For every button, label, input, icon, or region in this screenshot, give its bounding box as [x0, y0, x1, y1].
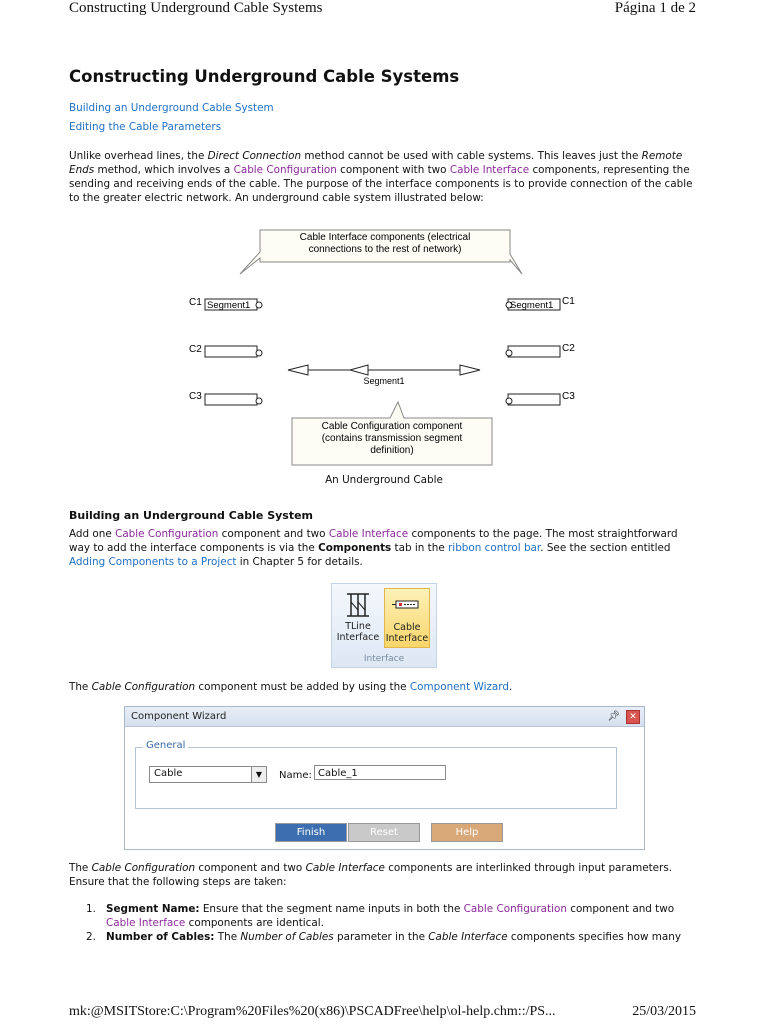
general-group-label: General — [143, 740, 188, 751]
left-segment-label: Segment1 — [207, 300, 251, 311]
ribbon-interface-group — [331, 583, 437, 668]
name-label: Name: — [279, 770, 312, 781]
diagram-caption: An Underground Cable — [325, 474, 443, 486]
callout-top-line2: connections to the rest of network) — [308, 244, 462, 255]
intro-paragraph: Unlike overhead lines, the Direct Connection method cannot be used with cable systems. This leaves just the Remote Ends method, which involves a Cable Configuration component with two Cable Interface components, representing the sending and receiving ends of the cable. The purpose of the interface components is to provide connection of the cable to the greater electric network. An underground cable system illustrated below: — [69, 150, 693, 204]
link-adding-components[interactable]: Adding Components to a Project — [69, 556, 237, 568]
list-item: 2. Number of Cables: The Number of Cables parameter in the Cable Interface components specifies how many — [86, 931, 682, 943]
component-wizard-window — [124, 706, 645, 850]
right-segment-label: Segment1 — [510, 300, 554, 311]
reset-button[interactable]: Reset — [348, 823, 420, 842]
callout-bottom-line1: Cable Configuration component — [321, 421, 463, 432]
link-cable-configuration-3[interactable]: Cable Configuration — [463, 903, 567, 915]
wizard-title: Component Wizard — [131, 711, 227, 722]
tline-label-1: TLine — [345, 621, 371, 632]
toc-link-editing[interactable]: Editing the Cable Parameters — [69, 121, 222, 133]
link-ribbon-control-bar[interactable]: ribbon control bar — [448, 542, 541, 554]
page-title: Constructing Underground Cable Systems — [69, 67, 460, 86]
toc — [69, 101, 274, 134]
pin-icon[interactable]: 📌︎ — [607, 711, 620, 722]
callout-bottom — [292, 402, 492, 465]
section-heading-building: Building an Underground Cable System — [69, 509, 314, 522]
tline-tower-icon — [343, 590, 373, 618]
left-label-c1: C1 — [189, 297, 202, 308]
page-footer-date: 25/03/2015 — [632, 1004, 696, 1019]
name-input[interactable]: Cable_1 — [314, 765, 446, 780]
page-header-pagenum: Página 1 de 2 — [614, 0, 696, 16]
left-label-c3: C3 — [189, 391, 202, 402]
page-footer-url: mk:@MSITStore:C:\Program%20Files%20(x86)\PSCADFree\help\ol-help.chm::/PS... — [69, 1004, 556, 1019]
left-cable-interface — [189, 297, 262, 405]
right-label-c3: C3 — [562, 391, 575, 402]
cable-interface-button[interactable] — [384, 588, 430, 648]
page-header-title: Constructing Underground Cable Systems — [69, 0, 323, 16]
steps-list — [86, 902, 686, 944]
link-cable-interface[interactable]: Cable Interface — [449, 164, 530, 176]
link-cable-configuration-2[interactable]: Cable Configuration — [115, 528, 219, 540]
link-component-wizard[interactable]: Component Wizard — [409, 681, 509, 693]
right-cable-interface — [506, 296, 575, 405]
link-cable-interface-2[interactable]: Cable Interface — [328, 528, 409, 540]
center-segment-label: Segment1 — [363, 376, 405, 386]
finish-button[interactable]: Finish — [275, 823, 347, 842]
cable-label-2: Interface — [385, 633, 429, 644]
cable-configuration-symbol — [288, 365, 480, 386]
close-icon[interactable]: ✕ — [626, 710, 640, 724]
wizard-intro: The Cable Configuration component must be added by using the Component Wizard. — [69, 681, 513, 693]
callout-top — [240, 230, 522, 274]
interlink-paragraph: The Cable Configuration component and two Cable Interface components are interlinked through input parameters. Ensure that the following steps are taken: — [69, 862, 673, 888]
tline-label-2: Interface — [336, 632, 380, 643]
component-type-select[interactable] — [149, 766, 267, 783]
callout-bottom-line2: (contains transmission segment — [321, 433, 463, 444]
link-cable-interface-3[interactable]: Cable Interface — [106, 917, 186, 929]
toc-link-building[interactable]: Building an Underground Cable System — [69, 102, 274, 114]
chevron-down-icon[interactable]: ▼ — [251, 767, 266, 782]
left-label-c2: C2 — [189, 344, 202, 355]
help-button[interactable]: Help — [431, 823, 503, 842]
ribbon-group-label: Interface — [363, 654, 405, 664]
cable-interface-icon — [390, 591, 424, 619]
callout-bottom-line3: definition) — [370, 445, 414, 456]
section-building-paragraph: Add one Cable Configuration component and two Cable Interface components to the page. The most straightforward way to add the interface components is via the Components tab in the ribbon control bar. See the section entitled Adding Components to a Project in Chapter 5 for details. — [69, 528, 678, 568]
list-item: 1. Segment Name: Ensure that the segment name inputs in both the Cable Configuration component and two Cable Interface components are identical. — [86, 903, 675, 929]
cable-label-1: Cable — [393, 622, 421, 633]
tline-interface-button[interactable] — [336, 588, 380, 646]
link-cable-configuration[interactable]: Cable Configuration — [233, 164, 337, 176]
callout-top-line1: Cable Interface components (electrical — [299, 232, 471, 243]
underground-cable-diagram — [180, 222, 600, 472]
right-label-c1: C1 — [562, 296, 575, 307]
select-value: Cable — [154, 768, 183, 779]
wizard-titlebar — [125, 707, 644, 727]
right-label-c2: C2 — [562, 343, 575, 354]
